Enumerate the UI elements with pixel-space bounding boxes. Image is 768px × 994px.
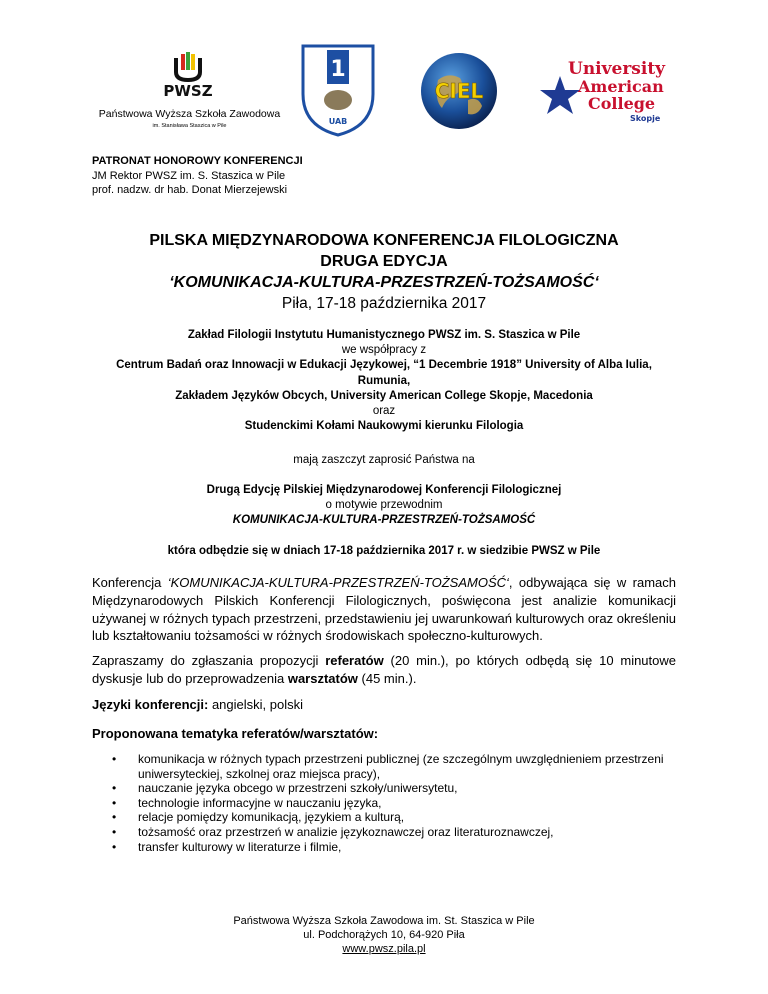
languages-label: Języki konferencji: — [92, 697, 209, 712]
list-item — [112, 752, 672, 781]
edition-theme: KOMUNIKACJA-KULTURA-PRZESTRZEŃ-TOŻSAMOŚĆ — [232, 514, 536, 527]
svg-text:PWSZ: PWSZ — [163, 82, 213, 98]
text-span: ‘KOMUNIKACJA-KULTURA-PRZESTRZEŃ-TOŻSAMOŚĆ‘ — [167, 575, 509, 590]
uacs-star-icon — [538, 56, 668, 126]
organizer-line: Zakładem Języków Obcych, University American College Skopje, Macedonia — [175, 389, 593, 402]
list-item-text: tożsamość oraz przestrzeń w analizie językoznawczej oraz literaturoznawczej, — [138, 824, 554, 839]
organizers — [92, 328, 676, 434]
website-link[interactable]: www.pwsz.pila.pl — [342, 943, 426, 955]
invitation-line: mają zaszczyt zaprosić Państwa na — [293, 454, 475, 466]
honorary-patronage — [92, 154, 676, 198]
title-line: PILSKA MIĘDZYNARODOWA KONFERENCJA FILOLOGICZNA — [149, 232, 619, 249]
dates-line: która odbędzie się w dniach 17-18 października 2017 r. w siedzibie PWSZ w Pile — [167, 545, 601, 557]
languages-line — [92, 696, 676, 714]
topics-list — [112, 752, 672, 854]
organizer-line: Centrum Badań oraz Innowacji w Edukacji Językowej, “1 Decembrie 1918” University of Alba Iulia, — [116, 359, 652, 372]
svg-text:University: University — [568, 59, 666, 79]
bullet-icon: • — [112, 810, 117, 825]
pwsz-logo-name: Państwowa Wyższa Szkoła Zawodowa — [98, 108, 281, 120]
list-item — [112, 840, 672, 855]
pwsz-logo — [92, 46, 287, 136]
title-theme: ‘KOMUNIKACJA-KULTURA-PRZESTRZEŃ-TOŻSAMOŚĆ‘ — [169, 274, 599, 291]
text-span: , odbywająca się w ramach Międzynarodowych Pilskich Konferencji Filologicznych, poświęcona jest analizie komunikacji używanej w różnych typach przestrzeni, przedstawieniu jej uwarunkowań kulturowych oraz określeniu lub kształtowaniu tożsamości w różnych środowiskach społeczno-kulturowych. — [92, 575, 676, 644]
list-item — [112, 796, 672, 811]
topics-heading: Proponowana tematyka referatów/warsztatów: — [92, 726, 379, 741]
list-item-text: relacje pomiędzy komunikacją, językiem a kulturą, — [138, 810, 405, 825]
list-item-text: komunikacja w różnych typach przestrzeni publicznej (ze szczególnym uwzględnieniem przestrzeni uniwersyteckiej, szkolnej oraz miejsca pracy), — [138, 752, 664, 781]
text-span: warsztatów — [287, 670, 358, 686]
bullet-icon: • — [112, 752, 117, 766]
svg-text:UAB: UAB — [328, 117, 348, 126]
svg-text:American: American — [578, 77, 664, 96]
pwsz-mark-icon — [148, 52, 228, 98]
uacs-logo — [538, 56, 668, 126]
list-item-text: technologie informacyjne w nauczaniu języka, — [138, 795, 382, 810]
list-item-text: transfer kulturowy w literaturze i filmie, — [138, 839, 342, 854]
svg-text:Skopje: Skopje — [630, 114, 661, 123]
patronage-line: JM Rektor PWSZ im. S. Staszica w Pile — [92, 169, 286, 182]
uab-shield-icon — [297, 42, 379, 137]
organizer-line: Zakład Filologii Instytutu Humanistycznego PWSZ im. S. Staszica w Pile — [187, 329, 581, 341]
footer — [92, 914, 676, 956]
edition-line: Drugą Edycję Pilskiej Międzynarodowej Konferencji Filologicznej — [206, 484, 562, 496]
text-span: (20 min.), po których odbędą się 10 minutowe dyskusje lub do przeprowadzenia — [92, 653, 676, 686]
text-span: Zapraszamy do zgłaszania propozycji — [92, 653, 326, 668]
title-line: DRUGA EDYCJA — [320, 253, 448, 270]
ciel-logo — [418, 50, 500, 132]
organizer-line: Studenckimi Kołami Naukowymi kierunku Filologia — [244, 420, 524, 433]
patronage-heading: PATRONAT HONOROWY KONFERENCJI — [92, 155, 303, 167]
globe-icon — [418, 50, 500, 132]
bullet-icon: • — [112, 839, 117, 854]
list-item — [112, 810, 672, 825]
organizer-line: oraz — [372, 405, 396, 418]
footer-line: Państwowa Wyższa Szkoła Zawodowa im. St. Staszica w Pile — [233, 915, 535, 927]
organizer-line: Rumunia, — [357, 374, 411, 387]
logo-row — [92, 42, 672, 142]
uab-logo — [297, 42, 379, 137]
edition-info — [92, 483, 676, 529]
patronage-line: prof. nadzw. dr hab. Donat Mierzejewski — [92, 184, 288, 196]
bullet-icon: • — [112, 781, 117, 796]
edition-line: o motywie przewodnim — [325, 499, 443, 512]
bullet-icon: • — [112, 824, 117, 839]
text-span: (45 min.). — [357, 670, 417, 686]
footer-line: ul. Podchorążych 10, 64-920 Piła — [303, 929, 465, 941]
languages-value: angielski, polski — [208, 697, 303, 712]
bullet-icon: • — [112, 795, 117, 810]
list-item — [112, 781, 672, 796]
organizer-line: we współpracy z — [341, 344, 427, 357]
svg-text:1: 1 — [330, 57, 346, 82]
title-date: Piła, 17-18 października 2017 — [281, 295, 487, 312]
pwsz-logo-sub: im. Stanisława Staszica w Pile — [152, 123, 227, 129]
description-paragraph — [92, 574, 676, 645]
list-item — [112, 825, 672, 840]
call-paragraph — [92, 652, 676, 688]
text-span: referatów — [325, 653, 384, 668]
conference-title — [92, 230, 676, 314]
svg-text:College: College — [588, 94, 656, 113]
svg-text:CIEL: CIEL — [434, 79, 484, 103]
text-span: Konferencja — [92, 575, 168, 590]
list-item-text: nauczanie języka obcego w przestrzeni szkoły/uniwersytetu, — [138, 781, 458, 796]
